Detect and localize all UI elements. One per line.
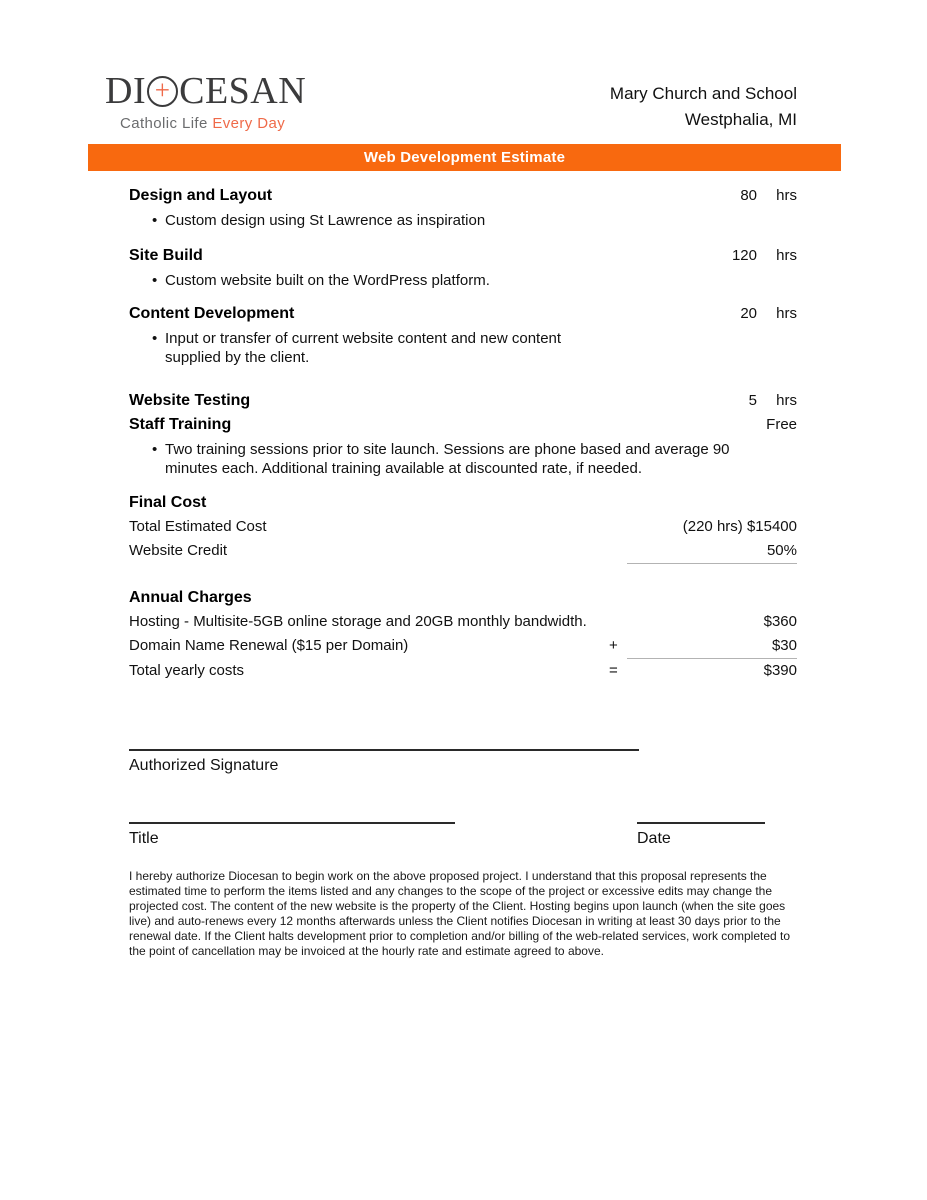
title-date-row [129,822,797,851]
section-heading: Final Cost [129,494,207,511]
authorized-signature-label: Authorized Signature [129,757,279,774]
client-info [610,72,797,133]
item-hours: 120 [731,247,757,264]
annual-charges-heading-row [129,586,797,610]
total-yearly-row [129,659,797,683]
tagline-gray: Catholic Life [120,115,208,132]
item-bullet [129,211,797,230]
item-bullet [129,329,797,367]
bullet-text: • Input or transfer of current website content and new content supplied by the client. [165,330,562,366]
item-bullet [129,271,797,290]
total-estimated-cost-row [129,515,797,539]
item-unit: hrs [776,187,797,204]
item-title: Staff Training [129,416,232,433]
row-label: Total yearly costs [129,662,245,679]
line-item-site-build [129,244,797,268]
row-value: (220 hrs) $15400 [682,518,797,535]
row-label: Total Estimated Cost [129,518,267,535]
equals-operator: = [609,662,618,679]
authorized-signature-line [129,749,639,778]
line-item-design-layout [129,184,797,208]
client-name: Mary Church and School [609,84,797,103]
item-hours: 80 [740,187,757,204]
diocesan-logo [105,72,306,133]
line-item-content-development [129,302,797,326]
item-unit: hrs [776,247,797,264]
row-label: Domain Name Renewal ($15 per Domain) [129,637,409,654]
row-value: $390 [763,662,797,679]
title-date-spacer [455,822,637,851]
domain-renewal-row [129,634,797,659]
date-line [637,822,765,851]
item-bullet [129,440,797,478]
item-hours [707,413,757,437]
item-title: Website Testing [129,392,251,409]
line-item-staff-training [129,413,797,437]
row-value: 50% [627,539,797,564]
item-unit: hrs [776,392,797,409]
logo-cross-circle-icon [147,76,178,107]
document-header [105,72,797,133]
bullet-text: • Custom design using St Lawrence as inspiration [165,212,486,229]
row-value: $360 [763,613,797,630]
final-cost-heading-row [129,491,797,515]
item-unit: hrs [776,305,797,322]
item-unit: Free [766,416,797,433]
title-line [129,822,455,851]
logo-text-prefix: DI [105,70,147,112]
website-credit-row [129,539,797,564]
item-hours: 5 [748,392,757,409]
section-heading: Annual Charges [129,589,252,606]
item-title: Site Build [129,247,203,264]
bullet-text: • Two training sessions prior to site launch. Sessions are phone based and average 90 minutes each. Additional training available at discounted rate, if needed. [165,441,730,477]
estimate-title-banner [88,144,841,171]
row-label: Website Credit [129,542,228,559]
row-operator [609,539,627,564]
item-title: Design and Layout [129,187,273,204]
item-title: Content Development [129,305,295,322]
logo-wordmark [105,72,306,110]
authorization-terms-paragraph: I hereby authorize Diocesan to begin work on the above proposed project. I understand that this proposal represents the estimated time to perform the items listed and any changes to the scope of the project or excessive edits may change the projected cost. The content of the new website is the property of the Client. Hosting begins upon launch (when the site goes live) and auto-renews every 12 months afterwards unless the Client notifies Diocesan in writing at least 30 days prior to the renewal date. If the Client halts development prior to completion and/or billing of the web-related services, work completed to the point of cancellation may be invoiced at the hourly rate and estimate agreed to above. [129,869,791,958]
estimate-body [129,184,797,958]
title-label: Title [129,830,159,847]
estimate-title: Web Development Estimate [363,149,566,166]
row-label: Hosting - Multisite-5GB online storage and 20GB monthly bandwidth. [129,613,587,630]
client-location: Westphalia, MI [684,110,797,129]
logo-text-suffix: CESAN [179,70,307,112]
row-value: $30 [627,634,797,659]
line-item-website-testing [129,389,797,413]
bullet-text: • Custom website built on the WordPress platform. [165,272,490,289]
plus-operator: + [609,637,618,654]
item-hours: 20 [740,305,757,322]
tagline-orange: Every Day [212,115,286,132]
date-label: Date [637,830,671,847]
row-operator [609,610,627,634]
cross-icon: + [154,74,171,105]
hosting-row [129,610,797,634]
row-operator [609,515,627,539]
logo-tagline [120,116,306,131]
